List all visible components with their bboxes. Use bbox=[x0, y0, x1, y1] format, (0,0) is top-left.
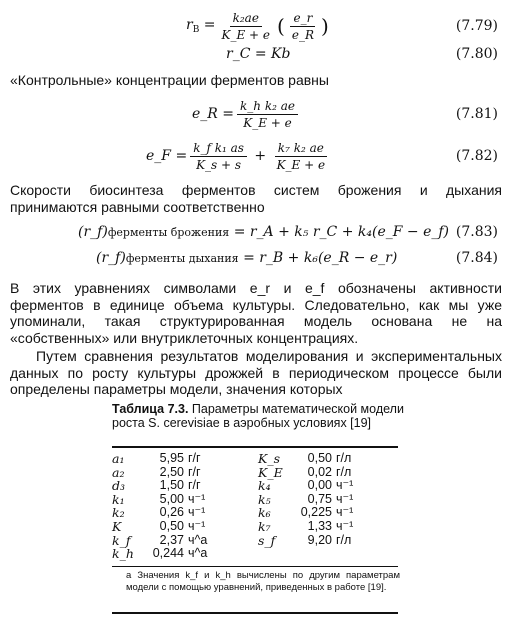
equation-number: (7.84) bbox=[455, 250, 498, 266]
table-footnote: а Значения k_f и k_h вычислены по другим параметрам модели с помощью уравнений, приведенных в работе [19]. bbox=[126, 570, 400, 593]
equation-7-82: e_F = $\frac{\text{k\_f k₁ as}}{K\_s + s}$ + $\frac{\text{k₇ k₂ ae}}{K\_E + e}$ (7.82) bbox=[146, 140, 498, 172]
table-row bbox=[112, 479, 396, 493]
table-caption: Таблица 7.3. Параметры математической модели роста S. cerevisiae в аэробных условиях [19] bbox=[112, 402, 404, 430]
equation-7-83: (r_f) ферменты брожения = r_A + k₅ r_C + k₄(e_F − e_f) (7.83) bbox=[78, 224, 498, 240]
eq79-inner-fraction: $\frac{e\_r}{e\_R}$ bbox=[291, 10, 314, 42]
param-value: 5,95 bbox=[159, 451, 184, 465]
param-unit: ч⁻¹ bbox=[336, 478, 354, 493]
table-row bbox=[112, 493, 396, 507]
param-symbol: k_h bbox=[112, 546, 134, 562]
table-row bbox=[112, 547, 396, 561]
param-unit: ч⁻¹ bbox=[336, 518, 354, 533]
param-symbol: a₁ bbox=[112, 451, 125, 466]
param-symbol: k₇ bbox=[258, 518, 271, 534]
paragraph-activity-symbols: В этих уравнениях символами e_r и e_f обозначены активности ферментов в единице объема культуры. Следовательно, как мы уже упоминали, такая структурированная модель основана не на «собственных» или внутриклеточных концентрациях. bbox=[10, 280, 502, 346]
equation-number: (7.81) bbox=[455, 106, 498, 122]
equation-number: (7.80) bbox=[455, 46, 498, 62]
param-unit: г/г bbox=[188, 464, 201, 479]
param-unit: ч⁻¹ bbox=[188, 518, 206, 533]
param-value: 0,26 bbox=[159, 505, 184, 520]
equation-7-79: $r_B$ = $\frac{\text{k₂ae}}{K\_E + e}$ ( $\frac{e\_r}{e\_R}$ ) (7.79) bbox=[186, 10, 498, 42]
param-symbol bbox=[258, 547, 292, 561]
param-value: 9,20 bbox=[307, 532, 332, 547]
param-value bbox=[292, 547, 336, 561]
parameters-table bbox=[112, 452, 396, 561]
param-symbol: a₂ bbox=[112, 464, 125, 480]
param-unit: г/г bbox=[188, 451, 201, 465]
param-symbol: d₃ bbox=[112, 478, 126, 494]
table-row bbox=[112, 520, 396, 534]
param-value: 0,50 bbox=[307, 451, 332, 465]
param-value: 0,225 bbox=[300, 505, 332, 520]
param-value: 0,02 bbox=[307, 464, 332, 479]
paragraph-control-concentrations: «Контрольные» концентрации ферментов равны bbox=[10, 72, 329, 88]
param-value: 0,244 bbox=[152, 546, 184, 561]
param-value: 0,75 bbox=[307, 491, 332, 506]
param-symbol: k₄ bbox=[258, 478, 271, 494]
param-value: 1,33 bbox=[307, 518, 332, 533]
equation-number: (7.82) bbox=[455, 148, 498, 164]
eq79-fraction: $\frac{\text{k₂ae}}{K\_E + e}$ bbox=[221, 10, 271, 42]
equation-7-80: r_C = Kb (7.80) bbox=[226, 46, 498, 62]
param-unit: г/г bbox=[188, 478, 201, 493]
table-row bbox=[112, 534, 396, 548]
table-row bbox=[112, 506, 396, 520]
param-value: 0,50 bbox=[159, 518, 184, 533]
param-symbol: K bbox=[112, 518, 122, 534]
table-bottom-rule bbox=[112, 612, 398, 614]
param-symbol: s_f bbox=[258, 532, 276, 548]
equation-number: (7.83) bbox=[455, 224, 498, 240]
equation-7-81: e_R = $\frac{\text{k\_h k₂ ae}}{K\_E + e}$ (7.81) bbox=[192, 98, 498, 130]
param-unit: ч^а bbox=[188, 546, 208, 561]
param-value: 2,37 bbox=[159, 532, 184, 547]
table-mid-rule bbox=[112, 566, 398, 567]
param-symbol: K_s bbox=[258, 451, 281, 466]
table-top-rule bbox=[112, 446, 398, 448]
param-value: 5,00 bbox=[159, 491, 184, 506]
paragraph-biosynthesis-rates: Скорости биосинтеза ферментов систем брожения и дыхания принимаются равными соответственно bbox=[10, 182, 502, 215]
param-symbol: K_E bbox=[258, 464, 283, 480]
param-value: 2,50 bbox=[159, 464, 184, 479]
param-symbol: k₅ bbox=[258, 491, 271, 507]
eq79-lhs: $r_B$ = bbox=[186, 17, 216, 35]
param-unit: ч^а bbox=[188, 532, 208, 547]
param-unit bbox=[336, 547, 396, 561]
param-unit: ч⁻¹ bbox=[188, 505, 206, 520]
table-row bbox=[112, 452, 396, 466]
param-symbol: k₁ bbox=[112, 491, 125, 507]
paragraph-model-parameters: Путем сравнения результатов моделирования и экспериментальных данных по росту культуры дрожжей в периодическом процессе были определены параметры модели, значения которых bbox=[10, 348, 502, 397]
param-unit: ч⁻¹ bbox=[336, 491, 354, 506]
param-value: 0,00 bbox=[307, 478, 332, 493]
param-unit: г/л bbox=[336, 451, 352, 465]
table-row bbox=[112, 466, 396, 480]
param-symbol: k₂ bbox=[112, 505, 125, 521]
param-symbol: k_f bbox=[112, 532, 131, 548]
param-value: 1,50 bbox=[159, 478, 184, 493]
param-symbol: k₆ bbox=[258, 505, 271, 521]
param-unit: ч⁻¹ bbox=[336, 505, 354, 520]
equation-number: (7.79) bbox=[455, 18, 498, 34]
param-unit: г/л bbox=[336, 532, 352, 547]
param-unit: ч⁻¹ bbox=[188, 491, 206, 506]
param-unit: г/л bbox=[336, 464, 352, 479]
equation-7-84: (r_f) ферменты дыхания = r_B + k₆(e_R − e_r) (7.84) bbox=[96, 250, 498, 266]
